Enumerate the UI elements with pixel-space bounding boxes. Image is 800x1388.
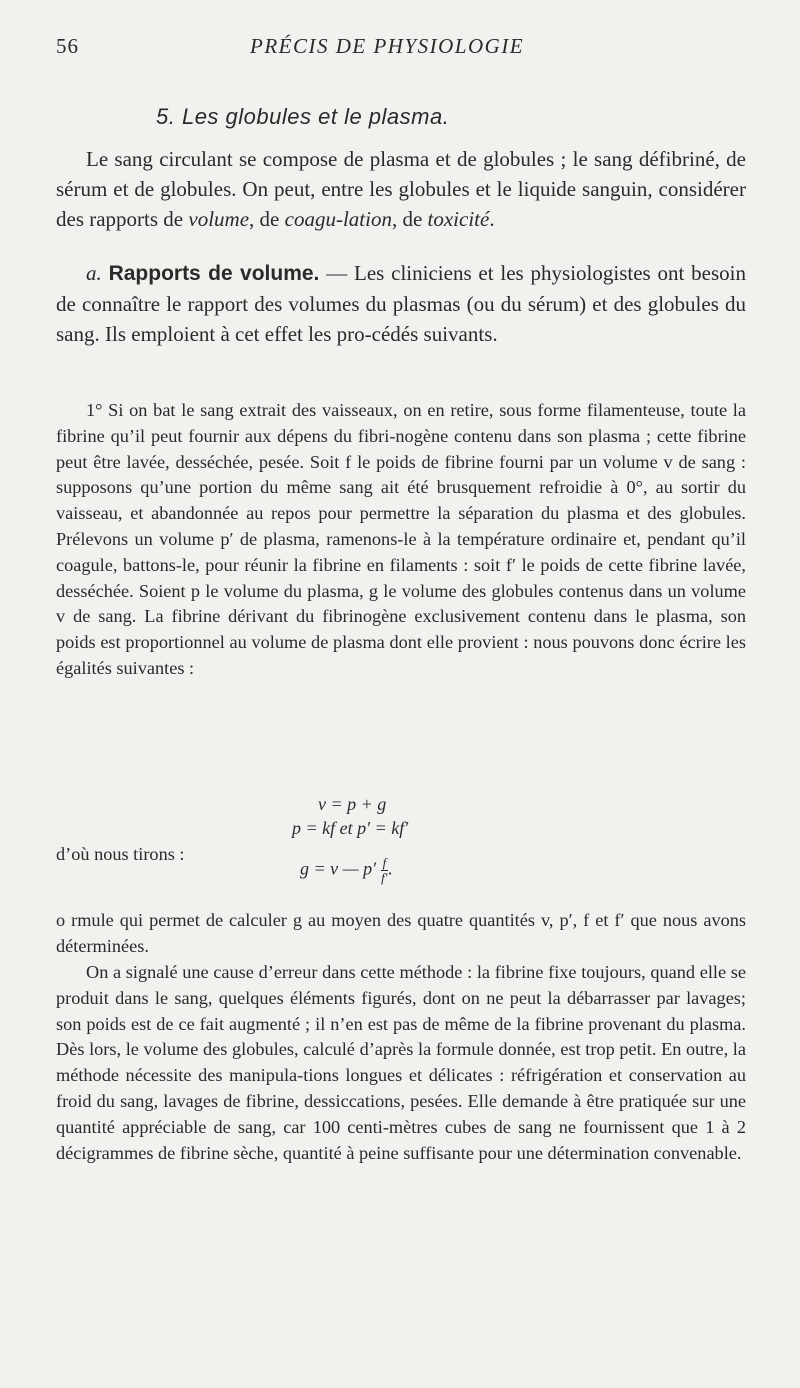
page-number: 56 (56, 34, 79, 58)
equation-1: v = p + g (318, 794, 387, 814)
equation-lead: d’où nous tirons : (56, 844, 185, 864)
equation-3: g = v — p′ $\frac{f}{f'}$ . (300, 855, 393, 885)
error-discussion-paragraph: On a signalé une cause d’erreur dans cette méthode : la fibrine fixe toujours, quand elle se produit dans le sang, quelques éléments figurés, dont on ne peut la débarrasser par lavages; son poids est de ce fait augmenté ; il n’en est pas de même de la fibrine provenant du plasma. Dès lors, le volume des globules, calculé d’après la formule donnée, est trop petit. En outre, la méthode nécessite des manipula-tions longues et délicates : réfrigération et conservation au froid du sang, lavages de fibrine, dessiccations, pesées. Elle demande à être pratiquée sur une quantité appréciable de sang, car 100 centi-mètres cubes de sang ne fournissent que 1 à 2 décigrammes de fibrine sèche, quantité à peine suffisante pour une détermination convenable. (56, 962, 746, 1163)
running-title: PRÉCIS DE PHYSIOLOGIE (250, 34, 525, 58)
section-title: 5. Les globules et le plasma. (156, 104, 450, 129)
formula-note-paragraph: o rmule qui permet de calculer g au moyen des quatre quantités v, p′, f et f′ que nous avons déterminées. (56, 910, 746, 956)
equation-3-fraction: $\frac{f}{f'}$ (381, 855, 388, 885)
subsection-a-paragraph: a. Rapports de volume. — Les cliniciens et les physiologistes ont besoin de connaître le rapport des volumes du plasmas (ou du sérum) et des globules du sang. Ils emploient à cet effet les pro-cédés suivants. (56, 261, 746, 346)
intro-paragraph: Le sang circulant se compose de plasma et de globules ; le sang défibriné, de sérum et de globules. On peut, entre les globules et le liquide sanguin, considérer des rapports de volume, de coagu-lation, de toxicité. (56, 147, 746, 231)
equation-2: p = kf et p′ = kf′ (292, 818, 409, 838)
method-1-paragraph: 1° Si on bat le sang extrait des vaisseaux, on en retire, sous forme filamenteuse, toute la fibrine qu’il peut fournir aux dépens du fibri-nogène contenu dans son plasma ; cette fibrine peut être lavée, desséchée, pesée. Soit f le poids de fibrine fourni par un volume v de sang : supposons qu’une portion du même sang ait été brusquement refroidie à 0°, au sortir du vaisseau, et abandonnée au repos pour permettre la séparation du plasma et des globules. Prélevons un volume p′ de plasma, ramenons-le à la température ordinaire et, pendant qu’il coagule, battons-le, pour réunir la fibrine en filaments : soit f′ le poids de cette fibrine lavée, desséchée. Soient p le volume du plasma, g le volume des globules contenus dans un volume v de sang. La fibrine dérivant du fibrinogène exclusivement contenu dans le plasma, son poids est proportionnel au volume de plasma dont elle provient : nous pouvons donc écrire les égalités suivantes : (56, 400, 746, 678)
